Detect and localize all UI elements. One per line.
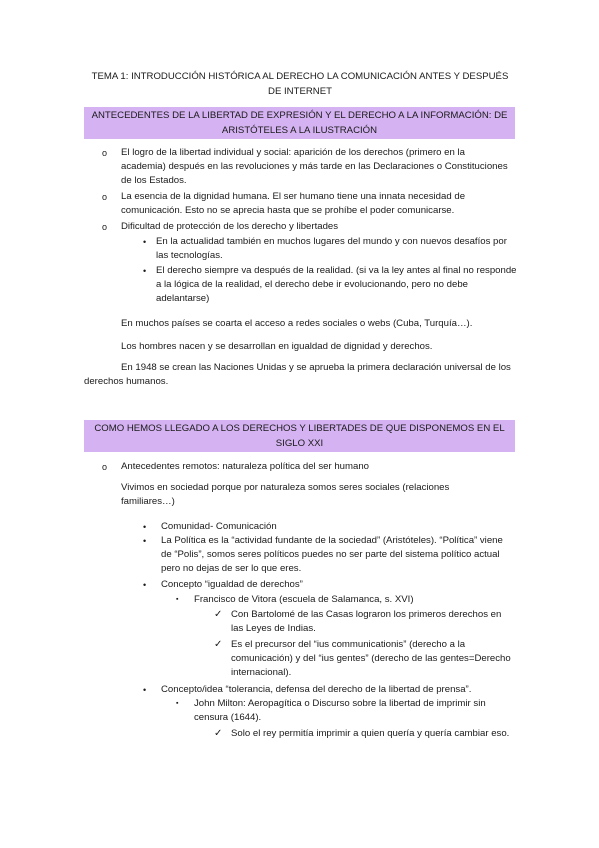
list-item: John Milton: Aeropagítica o Discurso sobre la libertad de imprimir sin censura (1644). — [194, 698, 486, 723]
checkmark-icon: ✓ — [214, 728, 223, 739]
square-bullet-icon: ▪ — [176, 700, 179, 707]
dot-bullet-icon: • — [143, 685, 147, 695]
circle-bullet-icon: o — [102, 462, 108, 472]
list-item: Francisco de Vitora (escuela de Salamanca, s. XVI) — [194, 594, 414, 605]
list-item: Antecedentes remotos: naturaleza política del ser humano — [121, 461, 369, 472]
circle-bullet-icon: o — [102, 222, 108, 232]
list-item: En la actualidad también en muchos lugares del mundo y con nuevos desafíos por las tecnologías. — [156, 236, 507, 261]
list-item: La esencia de la dignidad humana. El ser humano tiene una innata necesidad de comunicación. Esto no se aprecia hasta que se prohíbe el poder comunicarse. — [121, 191, 466, 216]
paragraph: En muchos países se coarta el acceso a redes sociales o webs (Cuba, Turquía…). — [121, 318, 473, 329]
checkmark-icon: ✓ — [214, 609, 223, 620]
list-item: Concepto/idea “tolerancia, defensa del derecho de la libertad de prensa”. — [161, 684, 472, 695]
list-item: Dificultad de protección de los derecho y libertades — [121, 221, 339, 232]
dot-bullet-icon: • — [143, 536, 147, 546]
page-title: TEMA 1: INTRODUCCIÓN HISTÓRICA AL DERECHO LA COMUNICACIÓN ANTES Y DESPUÉS DE INTERNET — [91, 71, 509, 97]
section-heading-antecedentes: ANTECEDENTES DE LA LIBERTAD DE EXPRESIÓN Y EL DERECHO A LA INFORMACIÓN: DE ARISTÓTELES A LA ILUSTRACIÓN — [84, 107, 515, 139]
list-item: Comunidad- Comunicación — [161, 521, 277, 532]
list-item: El derecho siempre va después de la realidad. (si va la ley antes al final no responde a la lógica de la realidad, el derecho debe ir evolucionando, pero no debe adelantarse) — [156, 265, 517, 304]
dot-bullet-icon: • — [143, 266, 147, 276]
circle-bullet-icon: o — [102, 148, 108, 158]
dot-bullet-icon: • — [143, 237, 147, 247]
checkmark-icon: ✓ — [214, 639, 223, 650]
list-item: Es el precursor del “ius communicationis” (derecho a la comunicación) y del “ius gentes” (derecho de las gentes=Derecho internacional). — [231, 639, 511, 678]
list-item: La Política es la “actividad fundante de la sociedad” (Aristóteles). “Política” viene de “Polis”, somos seres políticos puedes no ser parte del sistema político actual pero no dejas de ser lo que eres. — [161, 535, 503, 574]
list-item: El logro de la libertad individual y social: aparición de los derechos (primero en la academia) después en las revoluciones y más tarde en las Declaraciones o Constituciones de los Estados. — [121, 147, 508, 186]
paragraph: En 1948 se crean las Naciones Unidas y se aprueba la primera declaración universal de los derechos humanos. — [84, 362, 511, 387]
list-item: Con Bartolomé de las Casas lograron los primeros derechos en las Leyes de Indias. — [231, 609, 502, 634]
paragraph: Los hombres nacen y se desarrollan en igualdad de dignidad y derechos. — [121, 341, 433, 352]
square-bullet-icon: ▪ — [176, 596, 179, 603]
section-heading-derechos-siglo-xxi: COMO HEMOS LLEGADO A LOS DERECHOS Y LIBERTADES DE QUE DISPONEMOS EN EL SIGLO XXI — [84, 420, 515, 452]
dot-bullet-icon: • — [143, 522, 147, 532]
list-item: Concepto “igualdad de derechos” — [161, 579, 303, 590]
dot-bullet-icon: • — [143, 580, 147, 590]
circle-bullet-icon: o — [102, 192, 108, 202]
paragraph: Vivimos en sociedad porque por naturaleza somos seres sociales (relaciones familiares…) — [121, 482, 450, 507]
list-item: Solo el rey permitía imprimir a quien quería y quería cambiar eso. — [231, 728, 510, 739]
